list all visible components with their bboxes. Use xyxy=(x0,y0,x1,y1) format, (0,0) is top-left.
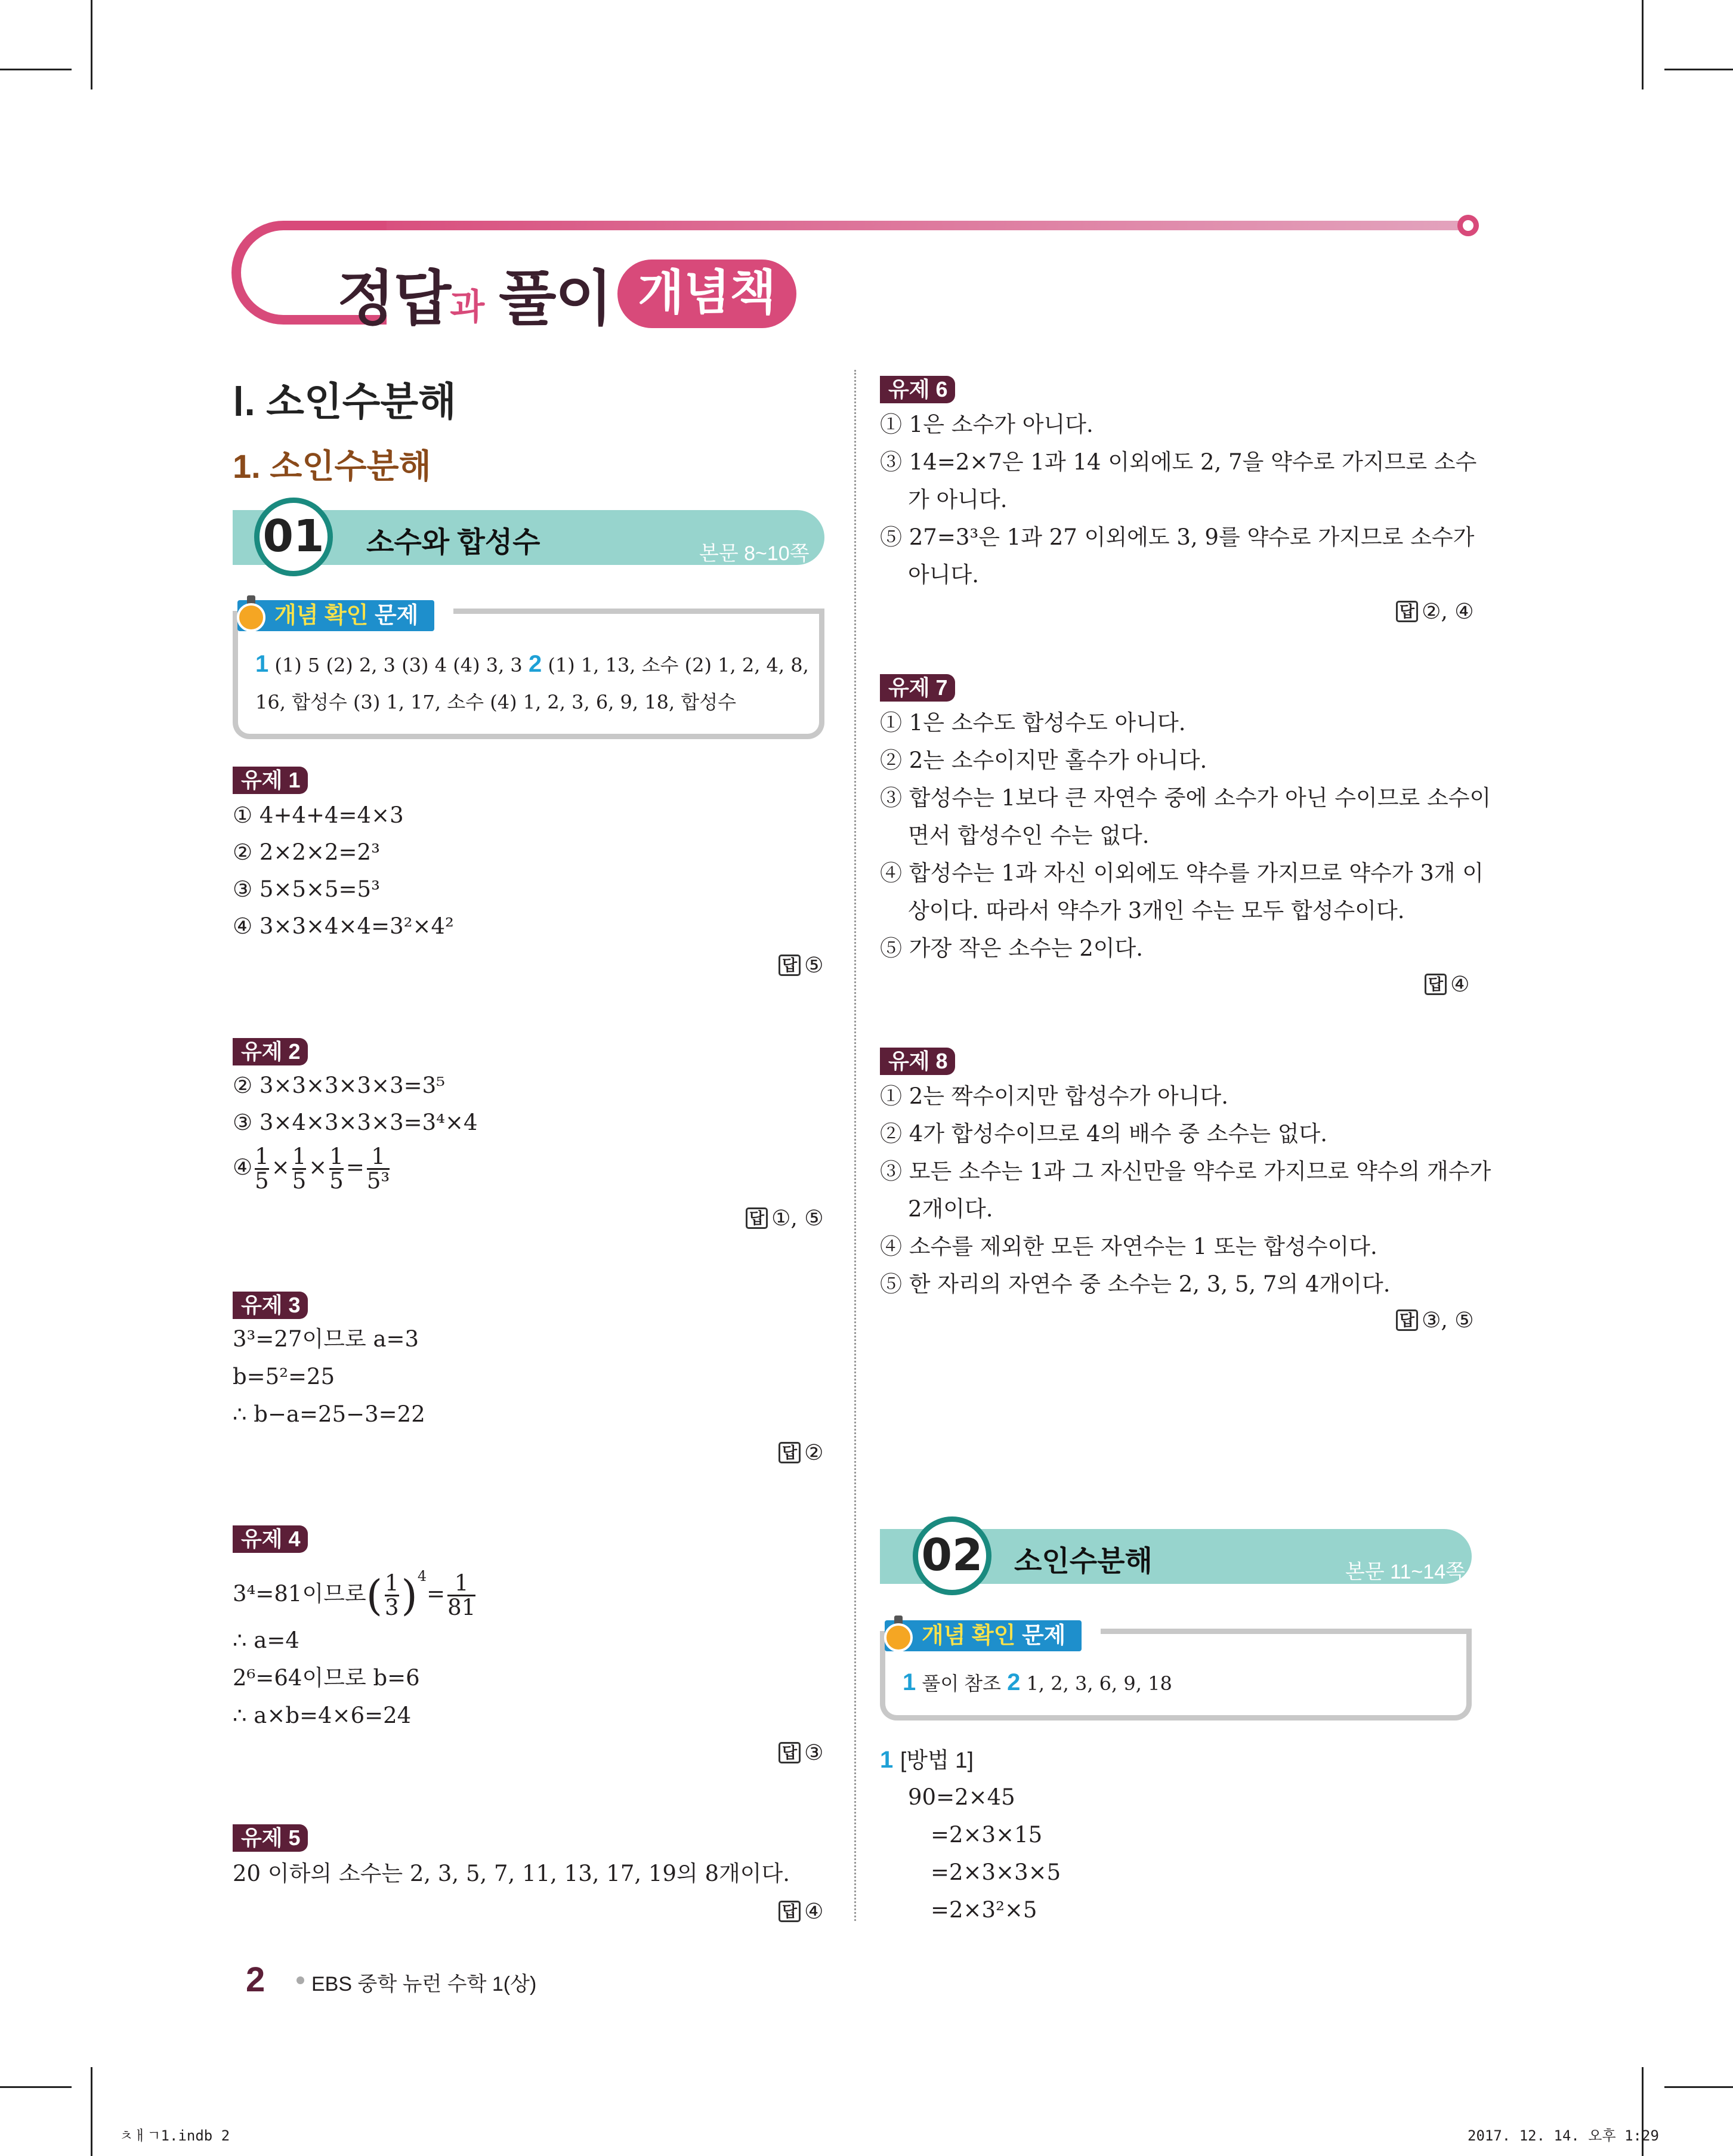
concept-answers: 1 풀이 참조 2 1, 2, 3, 6, 9, 18 xyxy=(903,1669,1172,1695)
solution-line-fraction: ④ $\frac{1}{5}$ × $\frac{1}{5}$ × $\frac{1}{5}$ = $\frac{1}{\text{5³}}$ xyxy=(233,1144,390,1194)
solution-line: ⑤ 27=3³은 1과 27 이외에도 3, 9를 약수로 가지므로 소수가 xyxy=(880,524,1475,550)
solution-line: ② 4가 합성수이므로 4의 배수 중 소수는 없다. xyxy=(880,1121,1328,1147)
solution-line: ① 2는 짝수이지만 합성수가 아니다. xyxy=(880,1083,1228,1109)
solution-line: ③ 5×5×5=5³ xyxy=(233,876,380,902)
header-dot xyxy=(1457,215,1479,236)
book-badge: 개념책 xyxy=(617,260,796,328)
header-rule xyxy=(307,221,1471,230)
problem-label: 유제 2 xyxy=(233,1038,308,1065)
solution-line: 2⁶=64이므로 b=6 xyxy=(233,1665,420,1691)
print-slug-right: 2017. 12. 14. 오후 1:29 xyxy=(1468,2127,1659,2144)
solution-line: ④ 합성수는 1과 자신 이외에도 약수를 가지므로 약수가 3개 이 xyxy=(880,860,1484,886)
answer: 답 ⑤ xyxy=(779,953,823,978)
solution-line: 20 이하의 소수는 2, 3, 5, 7, 11, 13, 17, 19의 8개이다. xyxy=(233,1861,790,1886)
lightbulb-icon xyxy=(237,603,265,632)
solution-line: ② 2×2×2=2³ xyxy=(233,839,380,865)
solution-line-fraction: 3⁴=81이므로( $\frac{1}{3}$ )$^4$= $\frac{1}{81}$ xyxy=(233,1568,476,1620)
solution-line: ∴ a×b=4×6=24 xyxy=(233,1703,412,1728)
solution-line: 가 아니다. xyxy=(908,487,1008,512)
concept-answers-line1: 1 (1) 5 (2) 2, 3 (3) 4 (4) 3, 3 2 (1) 1, 13, 소수 (2) 1, 2, 4, 8, xyxy=(255,651,809,677)
problem-label: 유제 5 xyxy=(233,1824,308,1852)
problem-label: 유제 6 xyxy=(880,376,955,403)
answer: 답 ③, ⑤ xyxy=(1396,1308,1474,1333)
answer: 답 ①, ⑤ xyxy=(746,1206,824,1231)
solution-line: ④ 3×3×4×4=3²×4² xyxy=(233,913,454,939)
solution-line: 90=2×45 xyxy=(908,1784,1015,1810)
section-pages: 본문 11~14쪽 xyxy=(1345,1561,1465,1583)
solution-line: ③ 14=2×7은 1과 14 이외에도 2, 7을 약수로 가지므로 소수 xyxy=(880,449,1477,475)
section-title: 소수와 합성수 xyxy=(366,527,540,558)
solution-line: 면서 합성수인 수는 없다. xyxy=(908,823,1150,848)
solution-line: ∴ a=4 xyxy=(233,1627,299,1653)
section-number: 02 xyxy=(913,1516,991,1595)
answer: 답 ④ xyxy=(779,1899,823,1924)
solution-line: ② 2는 소수이지만 홀수가 아니다. xyxy=(880,748,1207,773)
section-pages: 본문 8~10쪽 xyxy=(699,542,810,565)
section-number: 01 xyxy=(254,498,333,576)
solution-line: 2개이다. xyxy=(908,1196,993,1222)
subchapter-title: 1. 소인수분해 xyxy=(233,447,431,485)
solution-line: ① 1은 소수가 아니다. xyxy=(880,412,1093,437)
answer: 답 ②, ④ xyxy=(1396,600,1474,624)
footer-dot xyxy=(296,1976,304,1984)
solution-line: ③ 3×4×3×3×3=3⁴×4 xyxy=(233,1110,478,1135)
concept-tab: 개념 확인 문제 xyxy=(237,600,434,631)
section-title: 소인수분해 xyxy=(1014,1546,1153,1577)
concept-answers-line2: 16, 합성수 (3) 1, 17, 소수 (4) 1, 2, 3, 6, 9, 18, 합성수 xyxy=(255,691,737,713)
solution-line: ② 3×3×3×3×3=3⁵ xyxy=(233,1073,446,1098)
problem-label: 유제 3 xyxy=(233,1292,308,1319)
solution-line: b=5²=25 xyxy=(233,1364,335,1389)
solution-line: ⑤ 한 자리의 자연수 중 소수는 2, 3, 5, 7의 4개이다. xyxy=(880,1271,1391,1297)
answer: 답 ③ xyxy=(779,1741,823,1765)
problem-label: 유제 7 xyxy=(880,674,955,702)
solution-line: ① 1은 소수도 합성수도 아니다. xyxy=(880,710,1186,736)
page-title: 정답과 풀이 xyxy=(337,265,612,332)
solution-line: ③ 합성수는 1보다 큰 자연수 중에 소수가 아닌 수이므로 소수이 xyxy=(880,785,1491,811)
problem-label: 유제 4 xyxy=(233,1525,308,1553)
answer: 답 ② xyxy=(779,1441,823,1465)
solution-line: ① 4+4+4=4×3 xyxy=(233,802,404,828)
lightbulb-icon xyxy=(884,1623,913,1652)
problem-label: 유제 8 xyxy=(880,1048,955,1075)
book-title: EBS 중학 뉴런 수학 1(상) xyxy=(311,1973,537,1996)
solution-line: ③ 모든 소수는 1과 그 자신만을 약수로 가지므로 약수의 개수가 xyxy=(880,1159,1491,1184)
print-slug-left: ㅊㅐㄱ1.indb 2 xyxy=(119,2127,230,2144)
problem-label: 유제 1 xyxy=(233,767,308,794)
solution-line: 상이다. 따라서 약수가 3개인 수는 모두 합성수이다. xyxy=(908,898,1405,923)
column-divider xyxy=(854,370,856,1921)
solution-line: =2×3×15 xyxy=(931,1822,1043,1848)
solution-line: 3³=27이므로 a=3 xyxy=(233,1326,419,1352)
solution-line: ⑤ 가장 작은 소수는 2이다. xyxy=(880,935,1144,961)
solution-line: 아니다. xyxy=(908,562,979,588)
chapter-title: Ⅰ. 소인수분해 xyxy=(233,379,456,424)
solution-line: ∴ b−a=25−3=22 xyxy=(233,1401,425,1427)
solution-line: =2×3²×5 xyxy=(931,1897,1037,1923)
solution-line: =2×3×3×5 xyxy=(931,1860,1061,1885)
page-number: 2 xyxy=(246,1960,265,1999)
solution-line: ④ 소수를 제외한 모든 자연수는 1 또는 합성수이다. xyxy=(880,1234,1377,1259)
answer: 답 ④ xyxy=(1425,972,1469,997)
concept-tab: 개념 확인 문제 xyxy=(885,1620,1082,1651)
solution-header: 1 [방법 1] xyxy=(880,1747,974,1773)
